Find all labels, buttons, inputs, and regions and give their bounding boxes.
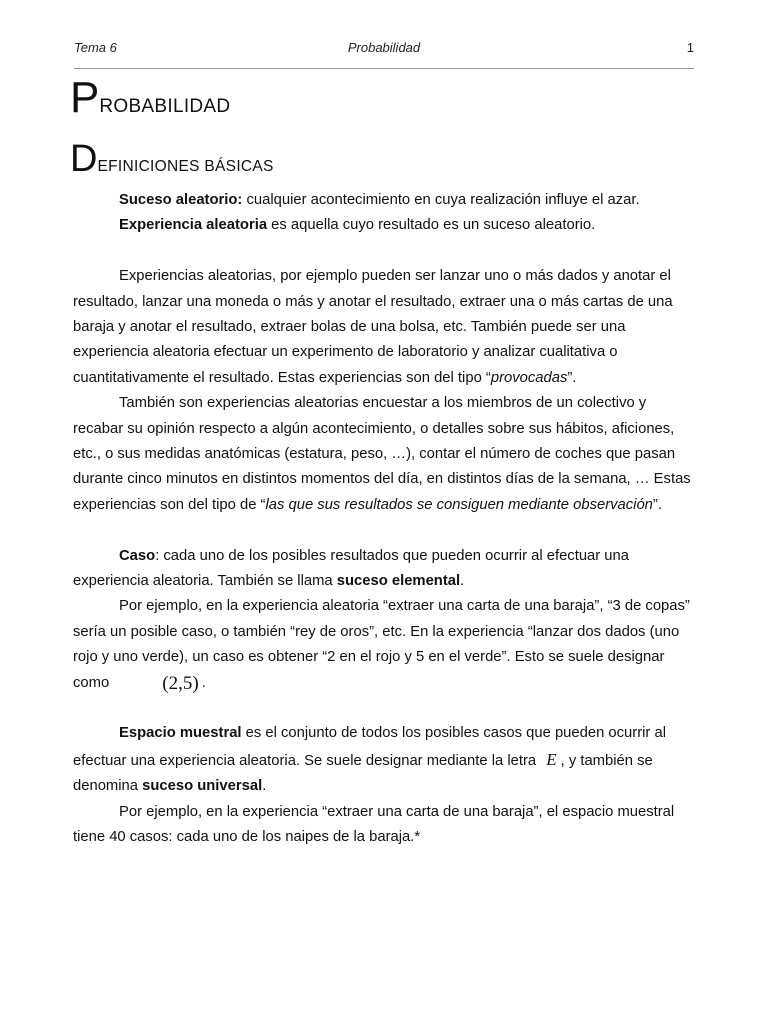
page-header bbox=[74, 40, 694, 62]
term-experiencia-aleatoria: Experiencia aleatoria bbox=[119, 217, 268, 234]
definition-text: , y también se denomina bbox=[73, 752, 653, 795]
page-title bbox=[70, 73, 231, 122]
math-pair: (2,5) bbox=[162, 672, 199, 694]
header-divider bbox=[74, 68, 694, 69]
document-body bbox=[73, 188, 697, 851]
term-suceso-universal: suceso universal bbox=[142, 778, 263, 795]
italic-phrase: provocadas bbox=[490, 369, 568, 386]
paragraph-end: ”. bbox=[567, 369, 577, 386]
header-topic: Tema 6 bbox=[74, 40, 117, 55]
paragraph-caso-ejemplo bbox=[73, 594, 697, 696]
paragraph-end: . bbox=[460, 573, 465, 590]
section-initial: D bbox=[70, 138, 98, 180]
term-espacio-muestral: Espacio muestral bbox=[119, 725, 242, 742]
paragraph-observacion bbox=[73, 391, 697, 518]
definition-text: cualquier acontecimiento en cuya realización influye el azar. bbox=[242, 192, 640, 208]
section-heading bbox=[70, 140, 274, 178]
paragraph-provocadas bbox=[73, 264, 697, 391]
term-suceso-elemental: suceso elemental bbox=[336, 573, 461, 590]
paragraph-text: También son experiencias aleatorias encuestar a los miembros de un colectivo y recabar su opinión respecto a algún acontecimiento, o detalles sobre sus hábitos, aficiones, etc., o sus medidas anatómicas (estatura, peso, …), contar el número de coches que pasan durante cinco minutos en distintos momentos del día, en distintos días de la semana, … Estas experiencias son del tipo de “ bbox=[73, 395, 691, 513]
paragraph-espacio-muestral bbox=[73, 721, 697, 799]
italic-phrase: las que sus resultados se consiguen mediante observación bbox=[265, 496, 653, 513]
paragraph-gap bbox=[73, 518, 697, 543]
paragraph-gap bbox=[73, 239, 697, 264]
paragraph-text: Por ejemplo, en la experiencia “extraer una carta de una baraja”, el espacio muestral tiene 40 casos: cada uno de los naipes de la baraja.* bbox=[73, 803, 675, 846]
term-suceso-aleatorio: Suceso aleatorio: bbox=[119, 192, 243, 208]
paragraph-experiencia-aleatoria bbox=[73, 213, 697, 238]
term-caso: Caso bbox=[119, 547, 156, 564]
definition-text: es aquella cuyo resultado es un suceso aleatorio. bbox=[267, 217, 596, 234]
paragraph-espacio-ejemplo bbox=[73, 800, 697, 851]
paragraph-end: . bbox=[201, 674, 206, 691]
definition-text: es el conjunto de todos los posibles casos que pueden ocurrir al efectuar una experiencia aleatoria. Se suele designar mediante la letra bbox=[73, 725, 666, 769]
header-title: Probabilidad bbox=[347, 40, 421, 55]
paragraph-caso bbox=[73, 544, 697, 595]
paragraph-text: Por ejemplo, en la experiencia aleatoria “extraer una carta de una baraja”, “3 de copas” sería un posible caso, o también “rey de oros”, etc. En la experiencia “lanzar dos dados (uno rojo y uno verde), un caso es obtener “2 en el rojo y 5 en el verde”. Esto se suele designar como bbox=[73, 598, 690, 691]
section-rest: EFINICIONES BÁSICAS bbox=[97, 158, 274, 175]
math-letter-e: E bbox=[546, 749, 557, 769]
paragraph-end: . bbox=[262, 778, 267, 795]
title-initial: P bbox=[70, 73, 100, 122]
definition-text: : cada uno de los posibles resultados que pueden ocurrir al efectuar una experiencia aleatoria. También se llama bbox=[73, 547, 629, 590]
paragraph-suceso-aleatorio bbox=[73, 188, 697, 213]
paragraph-gap bbox=[73, 696, 697, 721]
page-number: 1 bbox=[686, 40, 694, 55]
paragraph-text: Experiencias aleatorias, por ejemplo pueden ser lanzar uno o más dados y anotar el resultado, lanzar una moneda o más y anotar el resultado, extraer una o más cartas de una baraja y anotar el resultado, extraer bolas de una bolsa, etc. También puede ser una experiencia aleatoria efectuar un experimento de laboratorio y analizar cualitativa o cuantitativamente el resultado. Estas experiencias son del tipo “ bbox=[73, 268, 673, 386]
title-rest: ROBABILIDAD bbox=[99, 96, 231, 117]
paragraph-end: ”. bbox=[652, 496, 662, 513]
